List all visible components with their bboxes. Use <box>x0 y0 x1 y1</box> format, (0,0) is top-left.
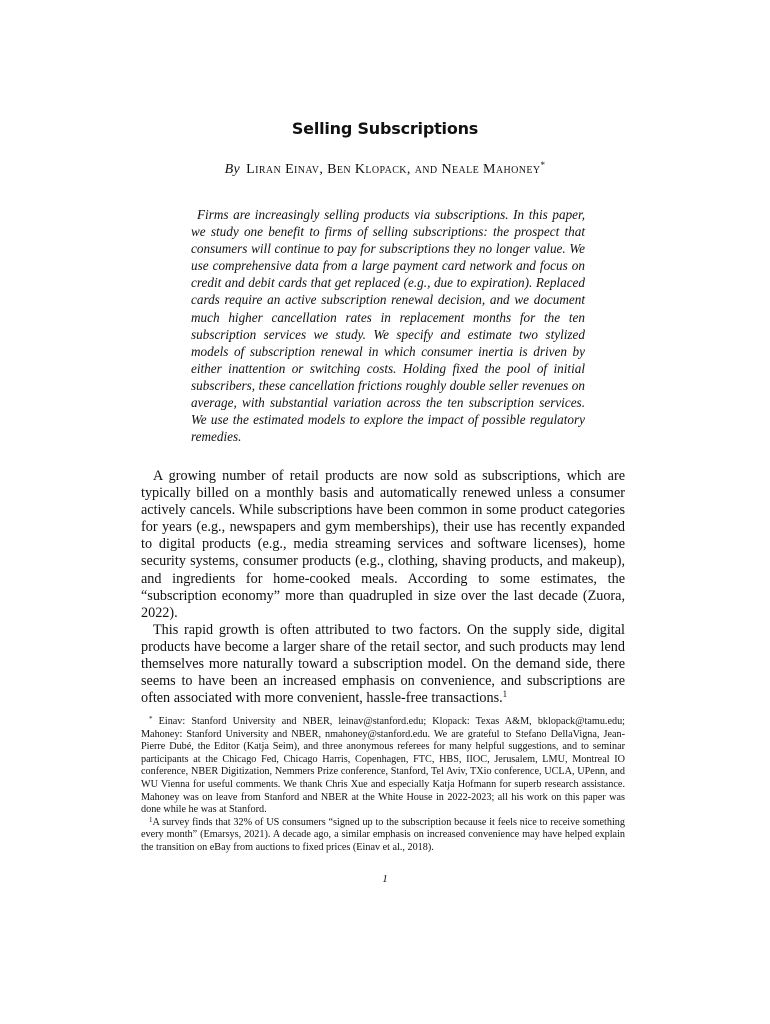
footnote-author-affiliations <box>141 716 625 817</box>
footnote-star-text: Einav: Stanford University and NBER, leinav@stanford.edu; Klopack: Texas A&M, bklopack@tamu.edu; Mahoney: Stanford University and NBER, nmahoney@stanford.edu. We are grateful to Stefano DellaVigna, Jean-Pierre Dubé, the Editor (Katja Seim), and three anonymous referees for many helpful suggestions, and to seminar participants at the Chicago Fed, Chicago Harris, Copenhagen, FTC, HBS, IIOC, Jerusalem, LMU, Montreal IO conference, NBER Digitization, Nemmers Prize conference, Stanford, Tel Aviv, TXio conference, UCLA, UPenn, and WU Vienna for useful comments. We thank Chris Xue and especially Katja Hofmann for superb research assistance. Mahoney was on leave from Stanford and NBER at the White House in 2022-2023; all his work on this paper was done while he was at Stanford. <box>141 716 625 816</box>
abstract-text: Firms are increasingly selling products via subscriptions. In this paper, we study one benefit to firms of selling subscriptions: the prospect that consumers will continue to pay for subscriptions they no longer value. We use comprehensive data from a large payment card network and focus on credit and debit cards that get replaced (e.g., due to expiration). Replaced cards require an active subscription renewal decision, and we document much higher cancellation rates in replacement months for the ten subscription services we study. We specify and estimate two stylized models of subscription renewal in which consumer inertia is driven by either inattention or switching costs. Holding fixed the pool of initial subscribers, these cancellation frictions roughly double seller revenues on average, with substantial variation across the ten subscription services. We use the estimated models to explore the impact of possible regulatory remedies. <box>191 207 585 445</box>
body-paragraph-2 <box>141 622 625 707</box>
body-paragraph-2-text: This rapid growth is often attributed to two factors. On the supply side, digital products have become a larger share of the retail sector, and such products may lend themselves more naturally toward a subscription model. On the demand side, there seems to have been an increased emphasis on convenience, and subscriptions are often associated with more convenient, hassle-free transactions. <box>141 621 625 707</box>
abstract <box>191 206 585 445</box>
footnote-1-marker: 1 <box>149 815 153 824</box>
footnote-star-marker: * <box>149 715 153 723</box>
page-number: 1 <box>382 873 388 885</box>
footnotes <box>141 716 625 855</box>
footnote-ref-1: 1 <box>502 689 508 700</box>
paper-title: Selling Subscriptions <box>291 119 479 138</box>
author-names: Liran Einav, Ben Klopack, and Neale Mahoney <box>246 162 541 177</box>
author-footnote-marker: * <box>540 160 546 170</box>
footnote-1-text: A survey finds that 32% of US consumers “signed up to the subscription because it feels nice to receive something every month” (Emarsys, 2021). A decade ago, a similar emphasis on increased convenience may have helped explain the transition on eBay from auctions to fixed prices (Einav et al., 2018). <box>141 816 625 853</box>
author-byline <box>0 160 770 178</box>
byline-by: By <box>224 162 241 177</box>
footnote-1 <box>141 817 625 855</box>
body-paragraph-1: A growing number of retail products are now sold as subscriptions, which are typically billed on a monthly basis and automatically renewed unless a consumer actively cancels. While subscriptions have been common in some product categories for years (e.g., newspapers and gym memberships), their use has recently expanded to digital products (e.g., media streaming services and software licenses), home security systems, consumer products (e.g., clothing, shaving products, and makeup), and ingredients for home-cooked meals. According to some estimates, the “subscription economy” more than quadrupled in size over the last decade (Zuora, 2022). <box>141 468 625 621</box>
body-text <box>141 468 625 707</box>
